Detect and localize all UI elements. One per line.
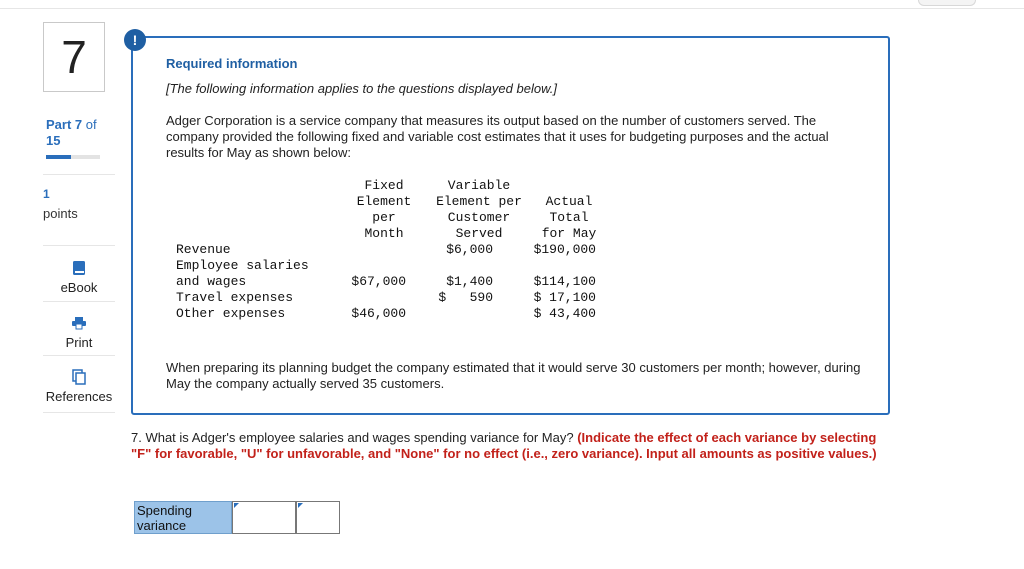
salaries-actual: $114,100 [533, 274, 596, 289]
question-number: 7 [43, 22, 105, 92]
part-current: 7 [74, 117, 83, 132]
part-total: 15 [46, 133, 61, 148]
row-label-other: Other expenses [176, 306, 286, 321]
ebook-label: eBook [60, 280, 98, 295]
panel-intro-text: Adger Corporation is a service company that measures its output based on the number of customers served. The company provided the following fixed and variable cost estimates that it uses for budgeting purposes and the actual results for May as shown below: [166, 113, 829, 160]
spending-variance-label: Spending variance [134, 501, 232, 534]
part-prefix: Part [46, 117, 72, 132]
copy-icon [72, 367, 86, 387]
book-icon [72, 258, 86, 278]
row-label-revenue: Revenue [176, 242, 231, 257]
header-variable-3: Customer [447, 210, 511, 225]
revenue-actual: $190,000 [533, 242, 596, 257]
points-label: points [43, 206, 78, 221]
ebook-button[interactable] [43, 252, 115, 304]
header-actual-3: for May [541, 226, 597, 241]
panel-title: Required information [166, 56, 298, 71]
points-value: 1 [43, 187, 50, 201]
print-button[interactable] [43, 307, 115, 359]
other-fixed: $46,000 [351, 306, 406, 321]
revenue-variable: $6,000 [446, 242, 493, 257]
sidebar-divider [43, 355, 115, 356]
top-tab[interactable] [918, 0, 976, 6]
sidebar-divider [43, 412, 115, 413]
references-button[interactable] [43, 361, 115, 413]
salaries-fixed: $67,000 [351, 274, 406, 289]
input-flag-icon [234, 503, 239, 508]
row-label-salaries-2: and wages [176, 274, 247, 289]
travel-variable: $ 590 [438, 290, 493, 305]
header-fixed-2: Element [356, 194, 412, 209]
header-actual-2: Total [549, 210, 589, 225]
header-variable-2: Element per [436, 194, 522, 209]
header-actual-1: Actual [545, 194, 593, 209]
panel-subtitle: [The following information applies to the questions displayed below.] [166, 81, 557, 96]
header-variable-4: Served [455, 226, 503, 241]
question-prompt: 7. What is Adger's employee salaries and wages spending variance for May? [131, 430, 574, 445]
printer-icon [71, 313, 87, 333]
header-fixed-1: Fixed [364, 178, 404, 193]
alert-icon: ! [124, 29, 146, 51]
spending-variance-effect-select[interactable] [296, 501, 340, 534]
sidebar-divider [43, 301, 115, 302]
print-label: Print [65, 335, 93, 350]
other-actual: $ 43,400 [533, 306, 596, 321]
required-information-panel [131, 36, 890, 415]
sidebar-divider [43, 245, 115, 246]
header-variable-1: Variable [447, 178, 511, 193]
question-text [131, 430, 891, 462]
references-label: References [45, 389, 113, 404]
header-fixed-4: Month [364, 226, 404, 241]
row-label-salaries-1: Employee salaries [176, 258, 309, 273]
salaries-variable: $1,400 [446, 274, 493, 289]
spending-variance-amount-input[interactable] [232, 501, 296, 534]
top-divider [0, 8, 1024, 9]
travel-actual: $ 17,100 [533, 290, 596, 305]
row-label-travel: Travel expenses [176, 290, 294, 305]
part-indicator [46, 117, 97, 149]
part-of: of [85, 117, 97, 132]
input-flag-icon [298, 503, 303, 508]
question-instructions: (Indicate the effect of each variance by selecting "F" for favorable, "U" for unfavorable, and "None" for no effect (i.e., zero variance). Input all amounts as positive values.) [131, 430, 877, 461]
panel-closing-text: When preparing its planning budget the company estimated that it would serve 30 customers per month; however, during May the company actually served 35 customers. [166, 360, 861, 391]
sidebar-divider [43, 174, 115, 175]
part-progress-fill [46, 155, 71, 159]
header-fixed-3: per [372, 210, 396, 225]
part-progress-bar [46, 155, 100, 159]
